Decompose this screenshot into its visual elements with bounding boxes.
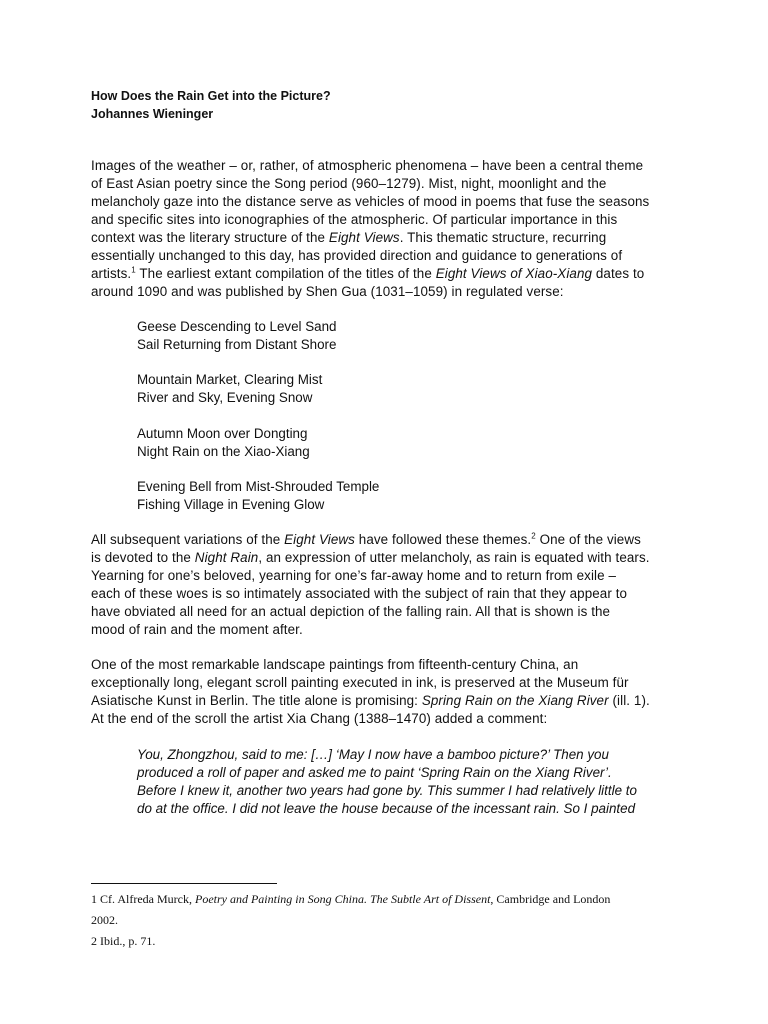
verse-couplet-2	[137, 371, 322, 407]
footnote-ref-1: 1	[131, 265, 136, 275]
paragraph-2	[91, 531, 691, 639]
para2-line-4: each of these woes is so intimately associated with the subject of rain that they appear to	[91, 586, 628, 601]
verse-line: Fishing Village in Evening Glow	[137, 496, 325, 512]
para1-italic-title: Eight Views of Xiao-Xiang	[435, 266, 593, 281]
verse-line: Mountain Market, Clearing Mist	[137, 372, 323, 387]
footnote-text: , Cambridge and London	[490, 892, 611, 906]
para1-text: context was the literary structure of the	[91, 230, 329, 245]
para1-text: . This thematic structure, recurring	[399, 230, 607, 245]
footnote-text: 1 Cf. Alfreda Murck,	[91, 892, 195, 906]
para1-line-8: around 1090 and was published by Shen Gua (1031–1059) in regulated verse:	[91, 284, 564, 299]
footnotes	[91, 889, 691, 952]
quote-line: produced a roll of paper and asked me to paint ‘Spring Rain on the Xiang River’.	[137, 765, 612, 780]
para1-line-2: of East Asian poetry since the Song period (960–1279). Mist, night, moonlight and the	[91, 176, 607, 191]
verse-couplet-4	[137, 478, 379, 514]
page-title: How Does the Rain Get into the Picture?	[91, 89, 331, 103]
para1-text: dates to	[592, 266, 645, 281]
footnote-1	[91, 889, 691, 910]
footnote-ref-2: 2	[531, 531, 536, 541]
author-name: Johannes Wieninger	[91, 107, 214, 121]
para1-line-7	[91, 265, 691, 283]
paragraph-1	[91, 157, 691, 301]
para2-text: , an expression of utter melancholy, as rain is equated with tears.	[258, 550, 650, 565]
para2-line-1	[91, 531, 691, 549]
verse-line: River and Sky, Evening Snow	[137, 389, 313, 405]
para2-italic-title: Eight Views	[284, 532, 355, 547]
block-quote	[137, 746, 697, 818]
para2-line-6: mood of rain and the moment after.	[91, 622, 303, 637]
para1-line-1: Images of the weather – or, rather, of atmospheric phenomena – have been a central theme	[91, 158, 644, 173]
verse-couplet-3	[137, 425, 310, 461]
para3-text: Asiatische Kunst in Berlin. The title alone is promising:	[91, 693, 422, 708]
para2-line-2	[91, 549, 691, 567]
quote-line: You, Zhongzhou, said to me: […] ‘May I now have a bamboo picture?’ Then you	[137, 747, 609, 762]
verse-line: Autumn Moon over Dongting	[137, 426, 308, 441]
para3-line-4: At the end of the scroll the artist Xia Chang (1388–1470) added a comment:	[91, 711, 548, 726]
para2-text: is devoted to the	[91, 550, 195, 565]
para2-italic-title: Night Rain	[194, 550, 259, 565]
footnote-2: 2 Ibid., p. 71.	[91, 934, 156, 948]
verse-line: Geese Descending to Level Sand	[137, 319, 337, 334]
para3-italic-title: Spring Rain on the Xiang River	[421, 693, 609, 708]
para1-line-4: and specific sites into iconographies of the atmospheric. Of particular importance in this	[91, 212, 618, 227]
quote-line: do at the office. I did not leave the house because of the incessant rain. So I painted	[137, 801, 636, 816]
para1-text: The earliest extant compilation of the titles of the	[135, 266, 436, 281]
footnote-divider	[91, 883, 277, 884]
verse-couplet-1	[137, 318, 337, 354]
para3-text: (ill. 1).	[608, 693, 650, 708]
verse-line: Evening Bell from Mist-Shrouded Temple	[137, 479, 380, 494]
paragraph-3	[91, 656, 691, 728]
footnote-1-continued: 2002.	[91, 913, 118, 927]
para1-line-3: melancholy gaze into the distance serve as vehicles of mood in poems that fuse the seasons	[91, 194, 650, 209]
verse-line: Night Rain on the Xiao-Xiang	[137, 443, 310, 459]
para1-line-5	[91, 229, 691, 247]
title-block	[91, 87, 331, 123]
para2-text: One of the views	[535, 532, 641, 547]
para1-italic-title: Eight Views	[328, 230, 400, 245]
para2-text: All subsequent variations of the	[91, 532, 285, 547]
para2-line-5: have obviated all need for an actual depiction of the falling rain. All that is shown is the	[91, 604, 611, 619]
footnote-italic-title: Poetry and Painting in Song China. The Subtle Art of Dissent	[194, 892, 491, 906]
para2-line-3: Yearning for one’s beloved, yearning for one’s far-away home and to return from exile –	[91, 568, 617, 583]
para3-line-3	[91, 692, 691, 710]
para2-text: have followed these themes.	[354, 532, 532, 547]
para1-text: artists.	[91, 266, 132, 281]
quote-line: Before I knew it, another two years had gone by. This summer I had relatively little to	[137, 783, 637, 798]
para3-line-2: exceptionally long, elegant scroll painting executed in ink, is preserved at the Museum für	[91, 675, 629, 690]
para3-line-1: One of the most remarkable landscape paintings from fifteenth-century China, an	[91, 657, 579, 672]
para1-line-6: essentially unchanged to this day, has provided direction and guidance to generations of	[91, 248, 623, 263]
verse-line: Sail Returning from Distant Shore	[137, 336, 337, 352]
